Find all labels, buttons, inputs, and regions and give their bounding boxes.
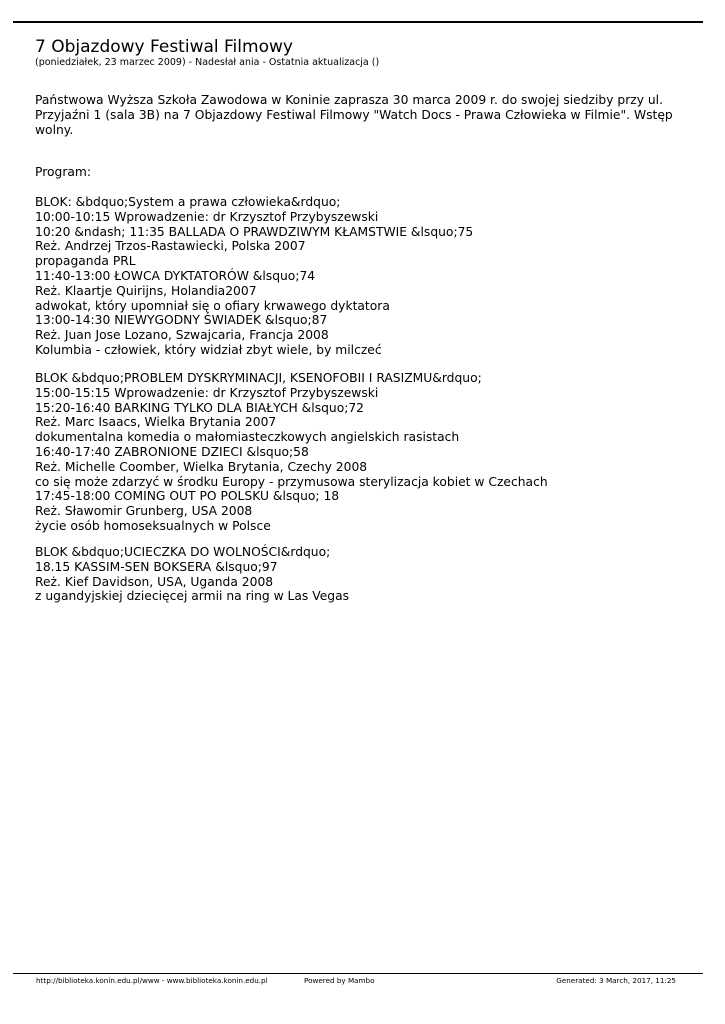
block-line: propaganda PRL — [35, 254, 136, 269]
block-line: 11:40-13:00 ŁOWCA DYKTATORÓW &lsquo;74 — [35, 268, 316, 283]
block-line: 13:00-14:30 NIEWYGODNY ŚWIADEK &lsquo;87 — [35, 313, 328, 328]
block-line: Reż. Andrzej Trzos-Rastawiecki, Polska 2007 — [35, 239, 306, 254]
article-meta: (poniedziałek, 23 marzec 2009) - Nadesłał ania - Ostatnia aktualizacja () — [35, 57, 380, 68]
footer-divider — [13, 973, 703, 974]
program-block — [35, 545, 695, 604]
block-line: Reż. Sławomir Grunberg, USA 2008 — [35, 504, 253, 519]
block-line: 16:40-17:40 ZABRONIONE DZIECI &lsquo;58 — [35, 444, 309, 459]
program-block — [35, 195, 695, 358]
top-divider — [13, 21, 703, 23]
block-line: BLOK &bdquo;PROBLEM DYSKRYMINACJI, KSENOFOBII I RASIZMU&rdquo; — [35, 371, 482, 385]
block-line: z ugandyjskiej dziecięcej armii na ring w Las Vegas — [35, 589, 350, 604]
block-line: 15:00-15:15 Wprowadzenie: dr Krzysztof Przybyszewski — [35, 385, 379, 400]
block-line: Reż. Michelle Coomber, Wielka Brytania, Czechy 2008 — [35, 459, 368, 474]
block-line: 18.15 KASSIM-SEN BOKSERA &lsquo;97 — [35, 559, 278, 574]
block-line: co się może zdarzyć w środku Europy - przymusowa sterylizacja kobiet w Czechach — [35, 474, 548, 489]
program-label: Program: — [35, 165, 92, 179]
article-intro: Państwowa Wyższa Szkoła Zawodowa w Koninie zaprasza 30 marca 2009 r. do swojej siedziby przy ul. Przyjaźni 1 (sala 3B) na 7 Objazdowy Festiwal Filmowy "Watch Docs - Prawa Człowieka w Filmie". Wstęp wolny. — [35, 93, 673, 137]
footer-powered-by: Powered by Mambo — [304, 976, 375, 985]
article-title: 7 Objazdowy Festiwal Filmowy — [35, 37, 293, 57]
block-line: adwokat, który upomniał się o ofiary krwawego dyktatora — [35, 298, 390, 313]
footer-generated: Generated: 3 March, 2017, 11:25 — [556, 976, 676, 985]
block-line: życie osób homoseksualnych w Polsce — [35, 518, 271, 533]
block-line: 10:20 &ndash; 11:35 BALLADA O PRAWDZIWYM KŁAMSTWIE &lsquo;75 — [35, 224, 474, 239]
block-line: Reż. Kief Davidson, USA, Uganda 2008 — [35, 574, 274, 589]
article — [35, 37, 695, 604]
program-block — [35, 371, 695, 534]
block-line: Reż. Marc Isaacs, Wielka Brytania 2007 — [35, 415, 277, 430]
block-line: dokumentalna komedia o małomiasteczkowych angielskich rasistach — [35, 430, 460, 445]
footer-url: http://biblioteka.konin.edu.pl/www - www.biblioteka.konin.edu.pl — [36, 976, 268, 985]
block-line: 10:00-10:15 Wprowadzenie: dr Krzysztof Przybyszewski — [35, 209, 379, 224]
block-line: Kolumbia - człowiek, który widział zbyt wiele, by milczeć — [35, 342, 382, 357]
block-line: 15:20-16:40 BARKING TYLKO DLA BIAŁYCH &lsquo;72 — [35, 400, 365, 415]
block-line: BLOK &bdquo;UCIECZKA DO WOLNOŚCI&rdquo; — [35, 545, 331, 559]
block-line: Reż. Klaartje Quirijns, Holandia2007 — [35, 283, 257, 298]
block-line: Reż. Juan Jose Lozano, Szwajcaria, Francja 2008 — [35, 328, 329, 343]
block-line: BLOK: &bdquo;System a prawa człowieka&rdquo; — [35, 195, 341, 209]
block-line: 17:45-18:00 COMING OUT PO POLSKU &lsquo; 18 — [35, 489, 340, 504]
